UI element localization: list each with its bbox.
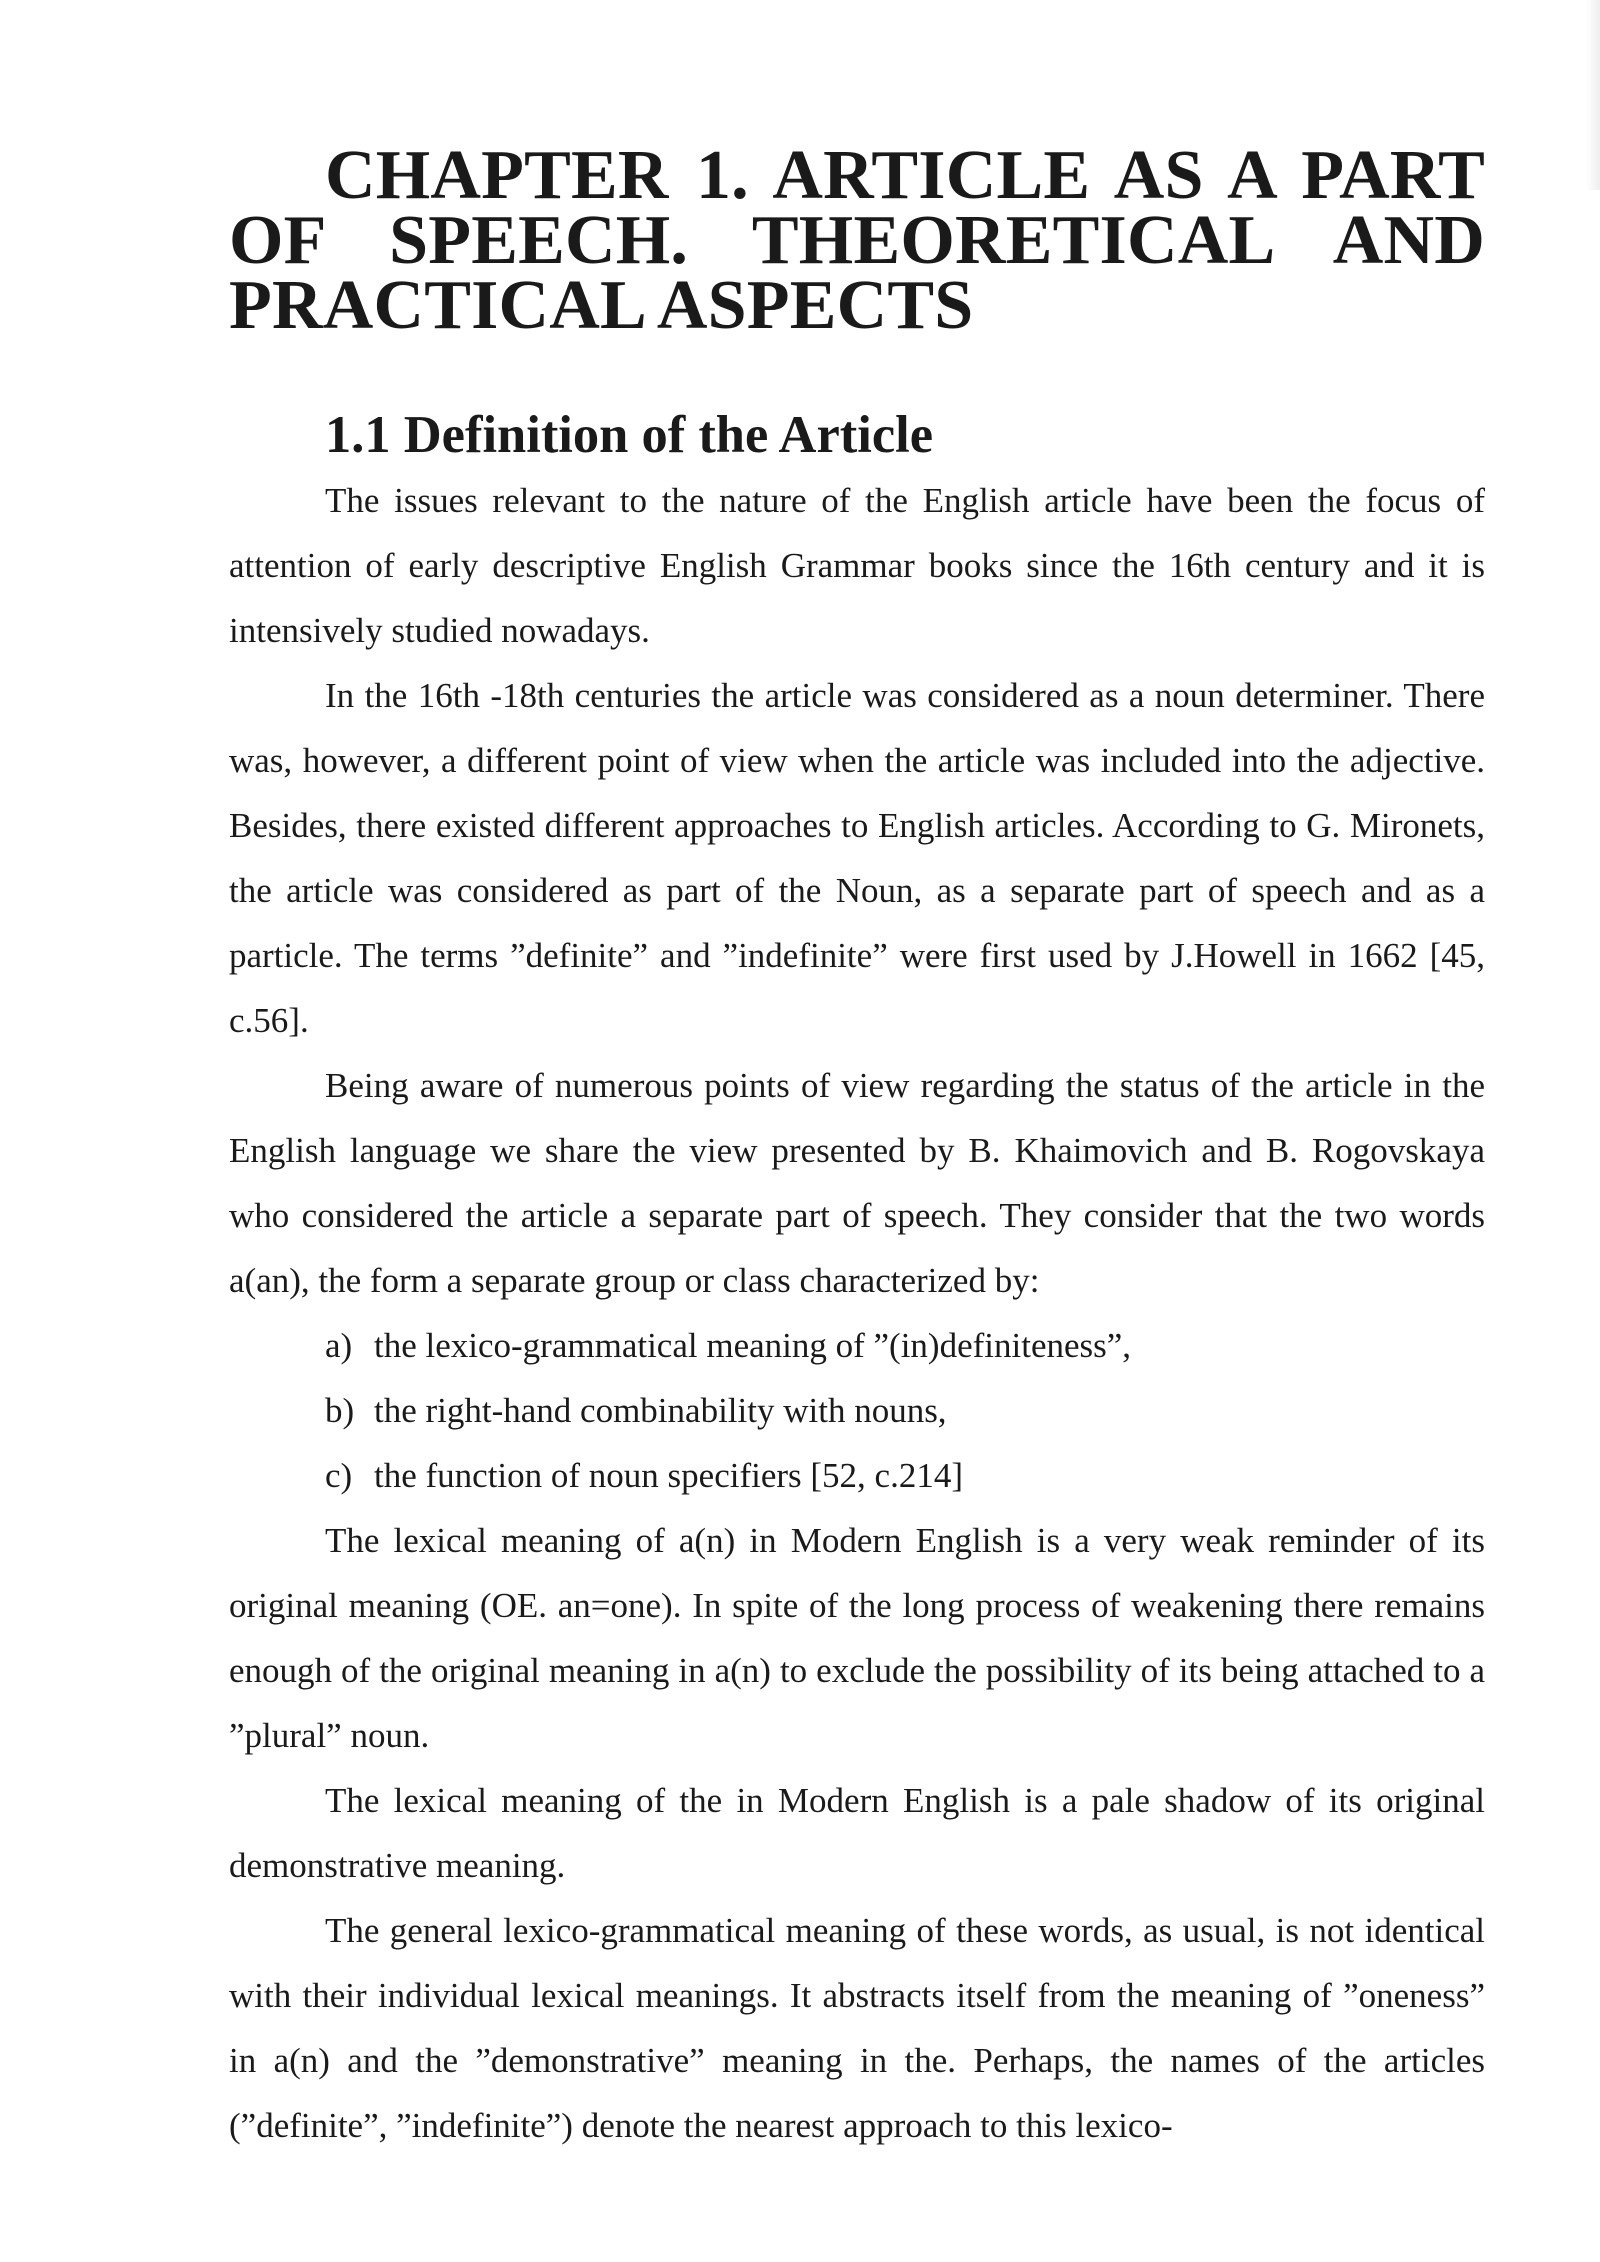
list-item	[229, 1313, 1485, 1378]
scan-edge-shadow	[1586, 0, 1600, 190]
list-item-text: the function of noun specifiers [52, c.214]	[374, 1456, 964, 1495]
paragraph: The general lexico-grammatical meaning of these words, as usual, is not identical with their individual lexical meanings. It abstracts itself from the meaning of ”oneness” in a(n) and the ”demonstrative” meaning in the. Perhaps, the names of the articles (”definite”, ”indefinite”) denote the nearest approach to this lexico-	[229, 1911, 1485, 2145]
characteristics-list	[229, 1313, 1485, 1508]
paragraph: The lexical meaning of a(n) in Modern English is a very weak reminder of its original meaning (OE. an=one). In spite of the long process of weakening there remains enough of the original meaning in a(n) to exclude the possibility of its being attached to a ”plural” noun.	[229, 1521, 1485, 1755]
paragraph: The lexical meaning of the in Modern English is a pale shadow of its original demonstrative meaning.	[229, 1781, 1485, 1885]
list-item-text: the lexico-grammatical meaning of ”(in)definiteness”,	[374, 1326, 1132, 1365]
paragraph: Being aware of numerous points of view regarding the status of the article in the English language we share the view presented by B. Khaimovich and B. Rogovskaya who considered the article a separate part of speech. They consider that the two words a(an), the form a separate group or class characterized by:	[229, 1066, 1485, 1300]
paragraph: The issues relevant to the nature of the English article have been the focus of attention of early descriptive English Grammar books since the 16th century and it is intensively studied nowadays.	[229, 481, 1485, 650]
paragraph: In the 16th -18th centuries the article was considered as a noun determiner. There was, however, a different point of view when the article was included into the adjective. Besides, there existed different approaches to English articles. According to G. Mironets, the article was considered as part of the Noun, as a separate part of speech and as a particle. The terms ”definite” and ”indefinite” were first used by J.Howell in 1662 [45, c.56].	[229, 676, 1485, 1040]
chapter-title: CHAPTER 1. ARTICLE AS A PART OF SPEECH. THEORETICAL AND PRACTICAL ASPECTS	[229, 137, 1485, 344]
list-marker: a)	[325, 1326, 353, 1365]
section-title: 1.1 Definition of the Article	[325, 406, 934, 464]
list-marker: b)	[325, 1391, 355, 1430]
list-item	[229, 1378, 1485, 1443]
list-item	[229, 1443, 1485, 1508]
list-item-text: the right-hand combinability with nouns,	[374, 1391, 947, 1430]
list-marker: c)	[325, 1456, 353, 1495]
page-content	[229, 137, 1485, 2158]
